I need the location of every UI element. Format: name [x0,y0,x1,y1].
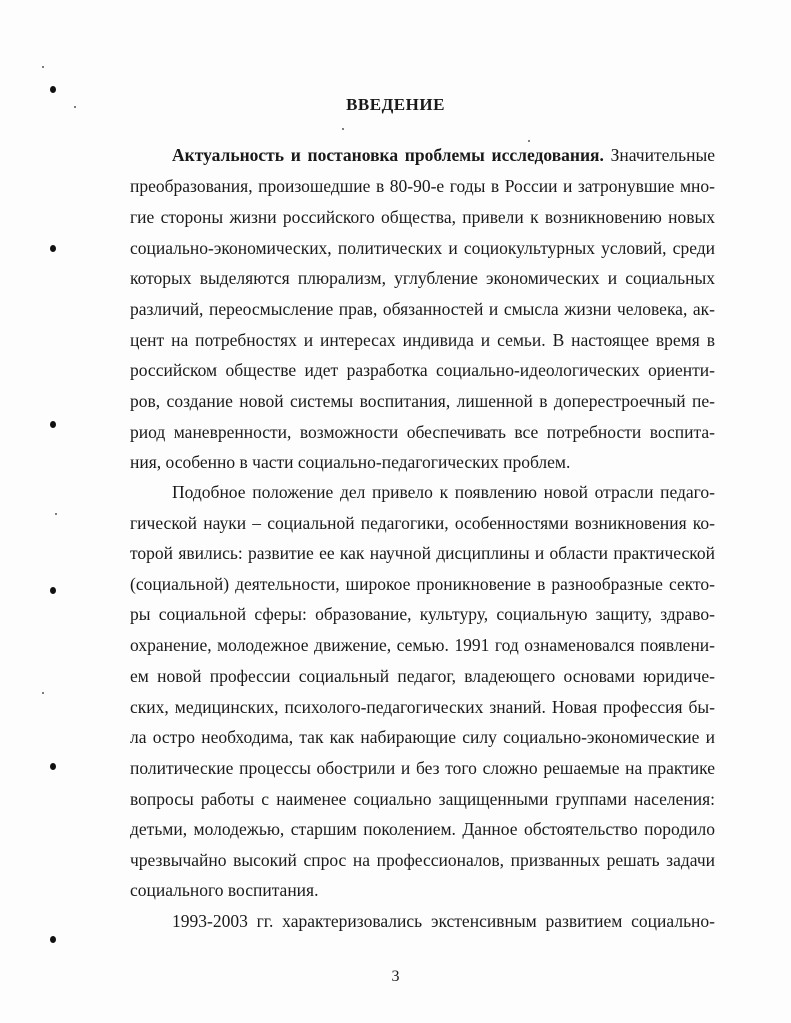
paragraph-1-line-text: Значительные [603,145,715,165]
binder-hole [50,936,56,943]
binder-hole [50,245,56,252]
binder-hole [50,421,56,428]
binder-hole [50,763,56,770]
paragraph-3-line: 1993-2003 гг. характеризовались экстенсивным развитием социально- [172,911,715,931]
scan-speck [342,128,344,130]
paragraph-2-line: (социальной) деятельности, широкое проникновение в разнообразные секто- [130,574,715,594]
paragraph-2-line: вопросы работы с наименее социально защищенными группами населения: [130,789,715,809]
paragraph-2-line: ем новой профессии социальный педагог, владеющего основами юридиче- [130,666,715,686]
paragraph-1-line: цент на потребностях и интересах индивида и семьи. В настоящее время в [130,330,715,350]
page-number: 3 [391,968,400,985]
paragraph-2-line: ских, медицинских, психолого-педагогических знаний. Новая профессия бы- [130,697,715,717]
paragraph-2-line: детьми, молодежью, старшим поколением. Данное обстоятельство породило [130,819,715,839]
binder-hole [50,587,56,594]
paragraph-1-line: ния, особенно в части социально-педагогических проблем. [130,452,571,472]
scan-speck [42,692,44,694]
paragraph-1-line: гие стороны жизни российского общества, привели к возникновению новых [130,207,715,227]
paragraph-1-lead: Актуальность и постановка проблемы исследования. [172,145,604,165]
paragraph-2-line: политические процессы обострили и без того сложно решаемые на практике [130,758,715,778]
paragraph-2-line: ла остро необходима, так как набирающие силу социально-экономические и [130,727,715,747]
paragraph-1-line: риод маневренности, возможности обеспечивать все потребности воспита- [130,422,715,442]
paragraph-2-line: торой явились: развитие ее как научной дисциплины и области практической [130,543,715,563]
paragraph-1-line: преобразования, произошедшие в 80-90-е годы в России и затронувшие мно- [130,176,715,196]
paragraph-1-line: различий, переосмысление прав, обязанностей и смысла жизни человека, ак- [130,299,715,319]
paragraph-2-line: чрезвычайно высокий спрос на профессионалов, призванных решать задачи [130,850,715,870]
paragraph-2-line: гической науки – социальной педагогики, особенностями возникновения ко- [130,513,715,533]
paragraph-2-line: ры социальной сферы: образование, культуру, социальную защиту, здраво- [130,604,715,624]
paragraph-2-line: социального воспитания. [130,880,319,900]
paragraph-2-line: Подобное положение дел привело к появлению новой отрасли педаго- [172,482,715,502]
scan-speck [528,140,530,142]
paragraph-1-line: которых выделяются плюрализм, углубление экономических и социальных [130,268,715,288]
scan-speck [42,66,44,68]
paragraph-2-line: охранение, молодежное движение, семью. 1991 год ознаменовался появлени- [130,635,715,655]
page-title: ВВЕДЕНИЕ [346,95,445,115]
scan-speck [55,513,57,515]
paragraph-1-line-1 [172,145,715,165]
binder-hole [50,86,56,93]
paragraph-1-line: социально-экономических, политических и социокультурных условий, среди [130,238,715,258]
paragraph-1-line: ров, создание новой системы воспитания, лишенной в доперестроечный пе- [130,391,715,411]
paragraph-1-line: российском обществе идет разработка социально-идеологических ориенти- [130,360,715,380]
